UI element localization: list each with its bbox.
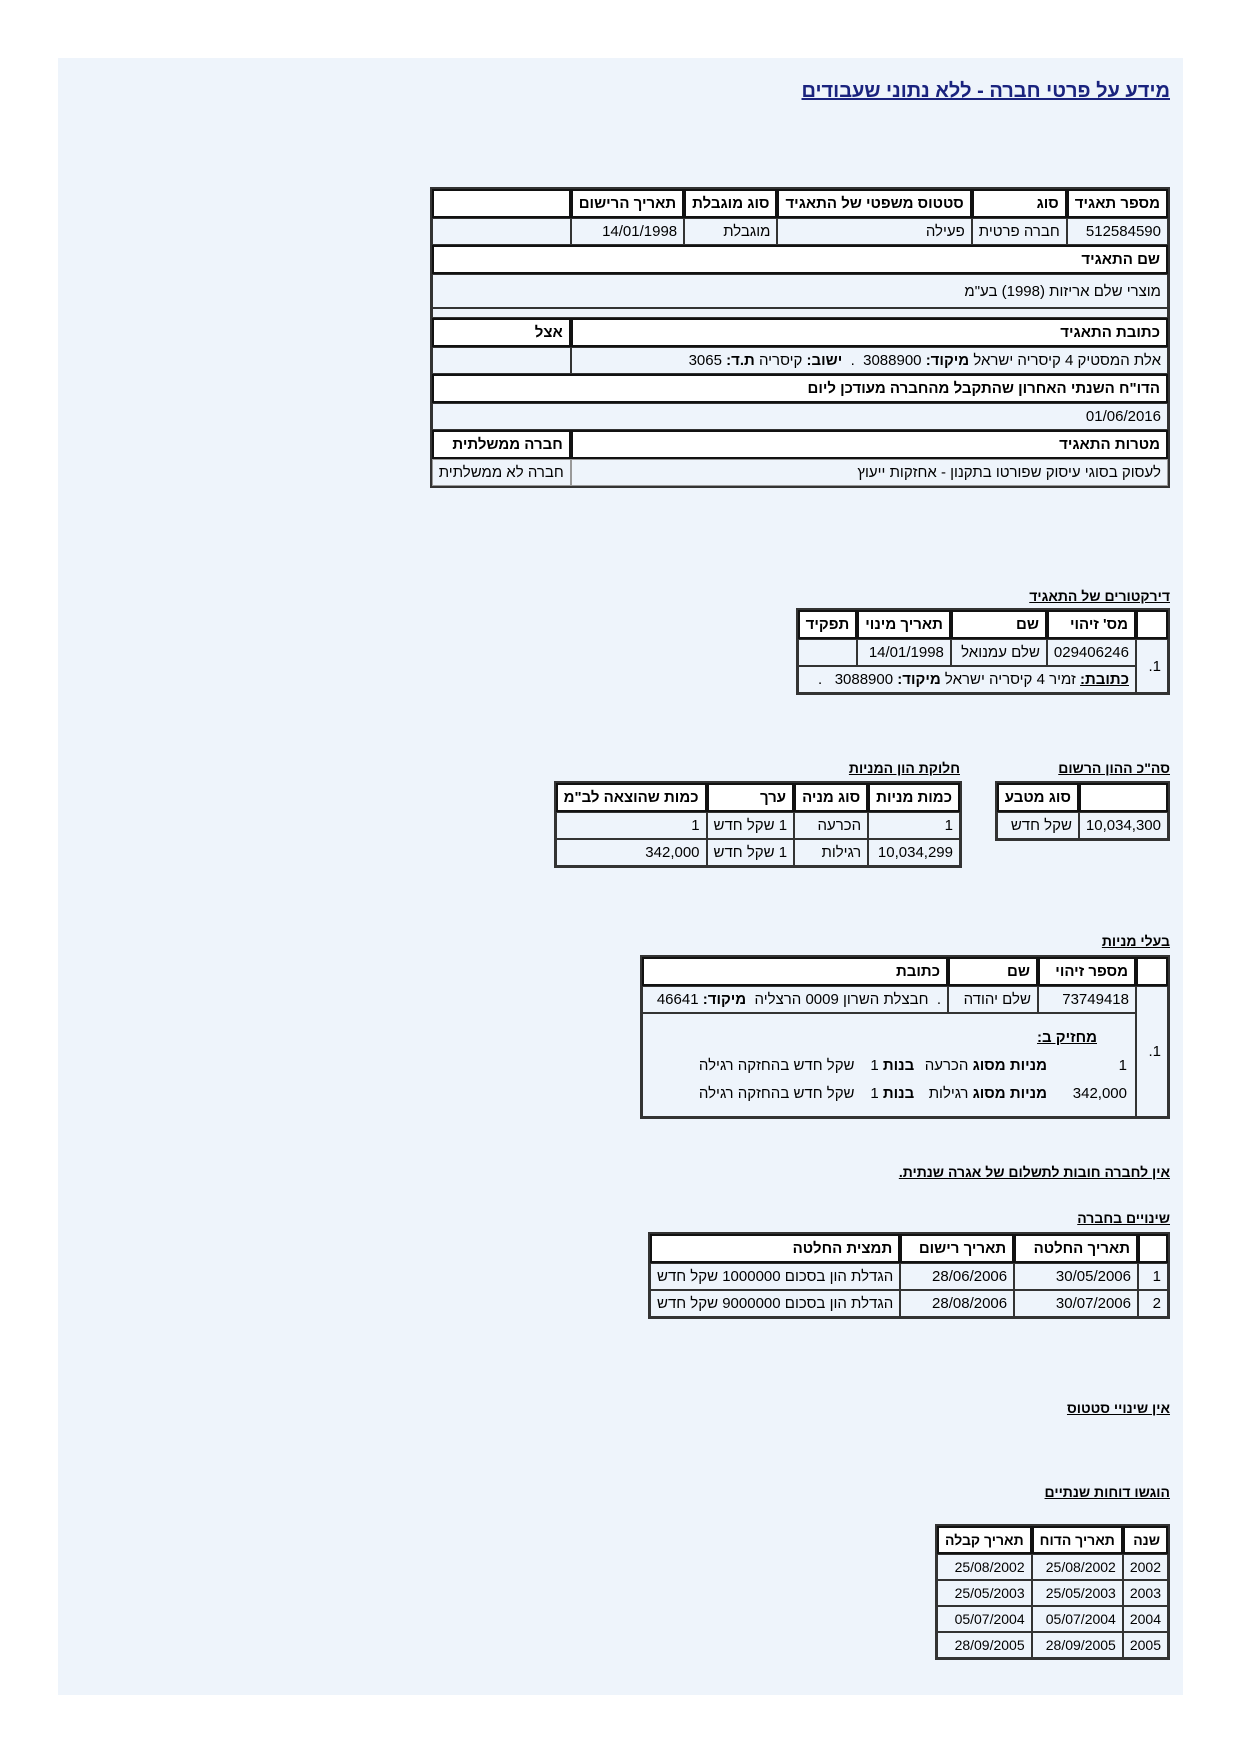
reports-table [935,1524,1170,1660]
no-debts-notice: אין לחברה חובות לתשלום של אגרה שנתית. [898,1164,1170,1180]
header-report-date: תאריך הדוח [1032,1526,1123,1554]
shareholders-table [640,955,1170,1119]
registration-date: 28/06/2006 [900,1263,1014,1290]
header-company-name: שם התאגיד [432,245,1168,274]
director-address: כתובת: זמיר 4 קיסריה ישראל מיקוד: 3088900 . [798,666,1136,693]
holding-desc: שקל חדש בהחזקה רגילה [698,1057,855,1074]
received-date: 25/08/2002 [937,1554,1032,1580]
header-empty [432,189,571,218]
report-date: 05/07/2004 [1032,1606,1123,1632]
header-share-type: סוג מניה [794,783,868,812]
report-year: 2003 [1123,1580,1168,1606]
header-index [1138,1234,1168,1263]
holder-address: . חבצלת השרון 0009 הרצליה מיקוד: 46641 [642,986,948,1013]
holding-par-word: בנות [882,1085,915,1102]
header-decision-date: תאריך החלטה [1014,1234,1138,1263]
no-status-changes-notice: אין שינויי סטטוס [1066,1400,1170,1416]
director-zip-label: מיקוד: [897,671,941,688]
capital-table [995,781,1170,841]
decision-summary: הגדלת הון בסכום 1000000 שקל חדש [650,1263,900,1290]
received-date: 05/07/2004 [937,1606,1032,1632]
decision-date: 30/07/2006 [1014,1290,1138,1317]
city-label: ישוב: [806,352,843,369]
capital-currency: שקל חדש [997,812,1079,839]
government-company: חברה לא ממשלתית [432,459,571,486]
report-year: 2005 [1123,1632,1168,1658]
spacer-row [432,308,1168,318]
header-registration-date: תאריך הרישום [571,189,684,218]
share-quantity: 1 [868,812,960,839]
header-role: תפקיד [798,610,858,639]
address-street: אלת המסטיק 4 קיסריה ישראל [973,352,1161,369]
holds-label: מחזיק ב: [1037,1029,1097,1046]
header-type: סוג [972,189,1067,218]
header-currency: סוג מטבע [997,783,1079,812]
decision-summary: הגדלת הון בסכום 9000000 שקל חדש [650,1290,900,1317]
registration-date: 14/01/1998 [571,218,684,245]
share-type: הכרעה [794,812,868,839]
capital-heading: סה"כ ההון הרשום [1058,760,1170,776]
change-index: 2 [1138,1290,1168,1317]
header-holder-address: כתובת [642,957,948,986]
company-name: מוצרי שלם אריזות (1998) בע"מ [432,274,1168,308]
header-holder-id: מספר זיהוי [1038,957,1136,986]
company-goals: לעסוק בסוגי עיסוק שפורטו בתקנון - אחזקות ייעוץ [571,459,1168,486]
legal-status: פעילה [777,218,971,245]
holder-address-street: חבצלת השרון 0009 הרצליה [754,991,929,1008]
address-zip: 3088900 [863,352,922,369]
changes-table [648,1232,1170,1319]
holding-type: הכרעה [924,1057,969,1074]
share-type: רגילות [794,839,868,866]
holding-shares-word: מניות מסוג [972,1085,1047,1102]
page-title: מידע על פרטי חברה - ללא נתוני שעבודים [801,80,1170,102]
holder-name: שלם יהודה [948,986,1038,1013]
address-city: קיסריה [758,352,803,369]
company-number: 512584590 [1067,218,1168,245]
report-date: 28/09/2005 [1032,1632,1123,1658]
holding-row [651,1080,1127,1108]
zip-label: מיקוד: [925,352,970,369]
registration-date: 28/08/2006 [900,1290,1014,1317]
holding-row [651,1052,1127,1080]
director-zip: 3088900 [834,671,894,688]
header-share-value: ערך [707,783,795,812]
report-date: 25/08/2002 [1032,1554,1123,1580]
holding-qty: 1 [1118,1057,1127,1074]
holder-index: 1. [1136,986,1168,1117]
director-index: 1. [1136,639,1168,693]
pobox-label: ת.ד: [726,352,755,369]
received-date: 28/09/2005 [937,1632,1032,1658]
capital-amount: 10,034,300 [1079,812,1168,839]
holding-par: 1 [870,1085,879,1102]
care-of-value [432,347,571,374]
header-care-of: אצל [432,318,571,347]
director-appointment-date: 14/01/1998 [857,639,951,666]
last-report-date: 01/06/2016 [432,403,1168,430]
directors-heading: דירקטורים של התאגיד [1029,588,1170,604]
director-address-label: כתובת: [1080,671,1129,688]
decision-date: 30/05/2006 [1014,1263,1138,1290]
shares-table [554,781,962,868]
header-company-goals: מטרות התאגיד [571,430,1168,459]
header-year: שנה [1123,1526,1168,1554]
changes-heading: שינויים בחברה [1077,1210,1170,1226]
header-issued-quantity: כמות שהוצאה לב"מ [556,783,707,812]
header-limited-type: סוג מוגבלת [684,189,777,218]
holding-type: רגילות [928,1085,969,1102]
change-index: 1 [1138,1263,1168,1290]
share-value: 1 שקל חדש [707,812,795,839]
header-company-address: כתובת התאגיד [571,318,1168,347]
report-year: 2002 [1123,1554,1168,1580]
report-date: 25/05/2003 [1032,1580,1123,1606]
header-registration-date: תאריך רישום [900,1234,1014,1263]
holder-zip-label: מיקוד: [702,991,747,1008]
director-address-street: זמיר 4 קיסריה ישראל [944,671,1076,688]
holder-zip: 46641 [656,991,699,1008]
holder-id: 73749418 [1038,986,1136,1013]
issued-quantity: 1 [556,812,707,839]
header-index [1136,610,1168,639]
issued-quantity: 342,000 [556,839,707,866]
header-last-report: הדו"ח השנתי האחרון שהתקבל מהחברה מעודכן ליום [432,374,1168,403]
reports-heading: הוגשו דוחות שנתיים [1044,1484,1170,1500]
report-year: 2004 [1123,1606,1168,1632]
shareholders-heading: בעלי מניות [1101,933,1170,949]
share-value: 1 שקל חדש [707,839,795,866]
holding-par: 1 [870,1057,879,1074]
company-address: אלת המסטיק 4 קיסריה ישראל מיקוד: 3088900 . ישוב: קיסריה ת.ד: 3065 [571,347,1168,374]
company-details-table [430,187,1170,488]
header-share-quantity: כמות מניות [868,783,960,812]
directors-table [796,608,1170,695]
holding-desc: שקל חדש בהחזקה רגילה [698,1085,855,1102]
limited-type: מוגבלת [684,218,777,245]
director-name: שלם עמנואל [951,639,1047,666]
holding-qty: 342,000 [1072,1085,1127,1102]
company-type: חברה פרטית [972,218,1067,245]
header-holder-name: שם [948,957,1038,986]
header-index [1136,957,1168,986]
holding-par-word: בנות [882,1057,915,1074]
header-director-name: שם [951,610,1047,639]
header-legal-status: סטטוס משפטי של התאגיד [777,189,971,218]
header-company-number: מספר תאגיד [1067,189,1168,218]
header-received-date: תאריך קבלה [937,1526,1032,1554]
empty-cell [432,218,571,245]
director-role [798,639,858,666]
shares-heading: חלוקת הון המניות [848,760,960,776]
header-director-id: מס' זיהוי [1047,610,1136,639]
header-capital-amount [1079,783,1168,812]
received-date: 25/05/2003 [937,1580,1032,1606]
director-id: 029406246 [1047,639,1136,666]
address-pobox: 3065 [688,352,722,369]
holder-holdings [642,1013,1136,1117]
header-appointment-date: תאריך מינוי [857,610,951,639]
header-decision-summary: תמצית החלטה [650,1234,900,1263]
share-quantity: 10,034,299 [868,839,960,866]
holding-shares-word: מניות מסוג [972,1057,1047,1074]
header-government-company: חברה ממשלתית [432,430,571,459]
